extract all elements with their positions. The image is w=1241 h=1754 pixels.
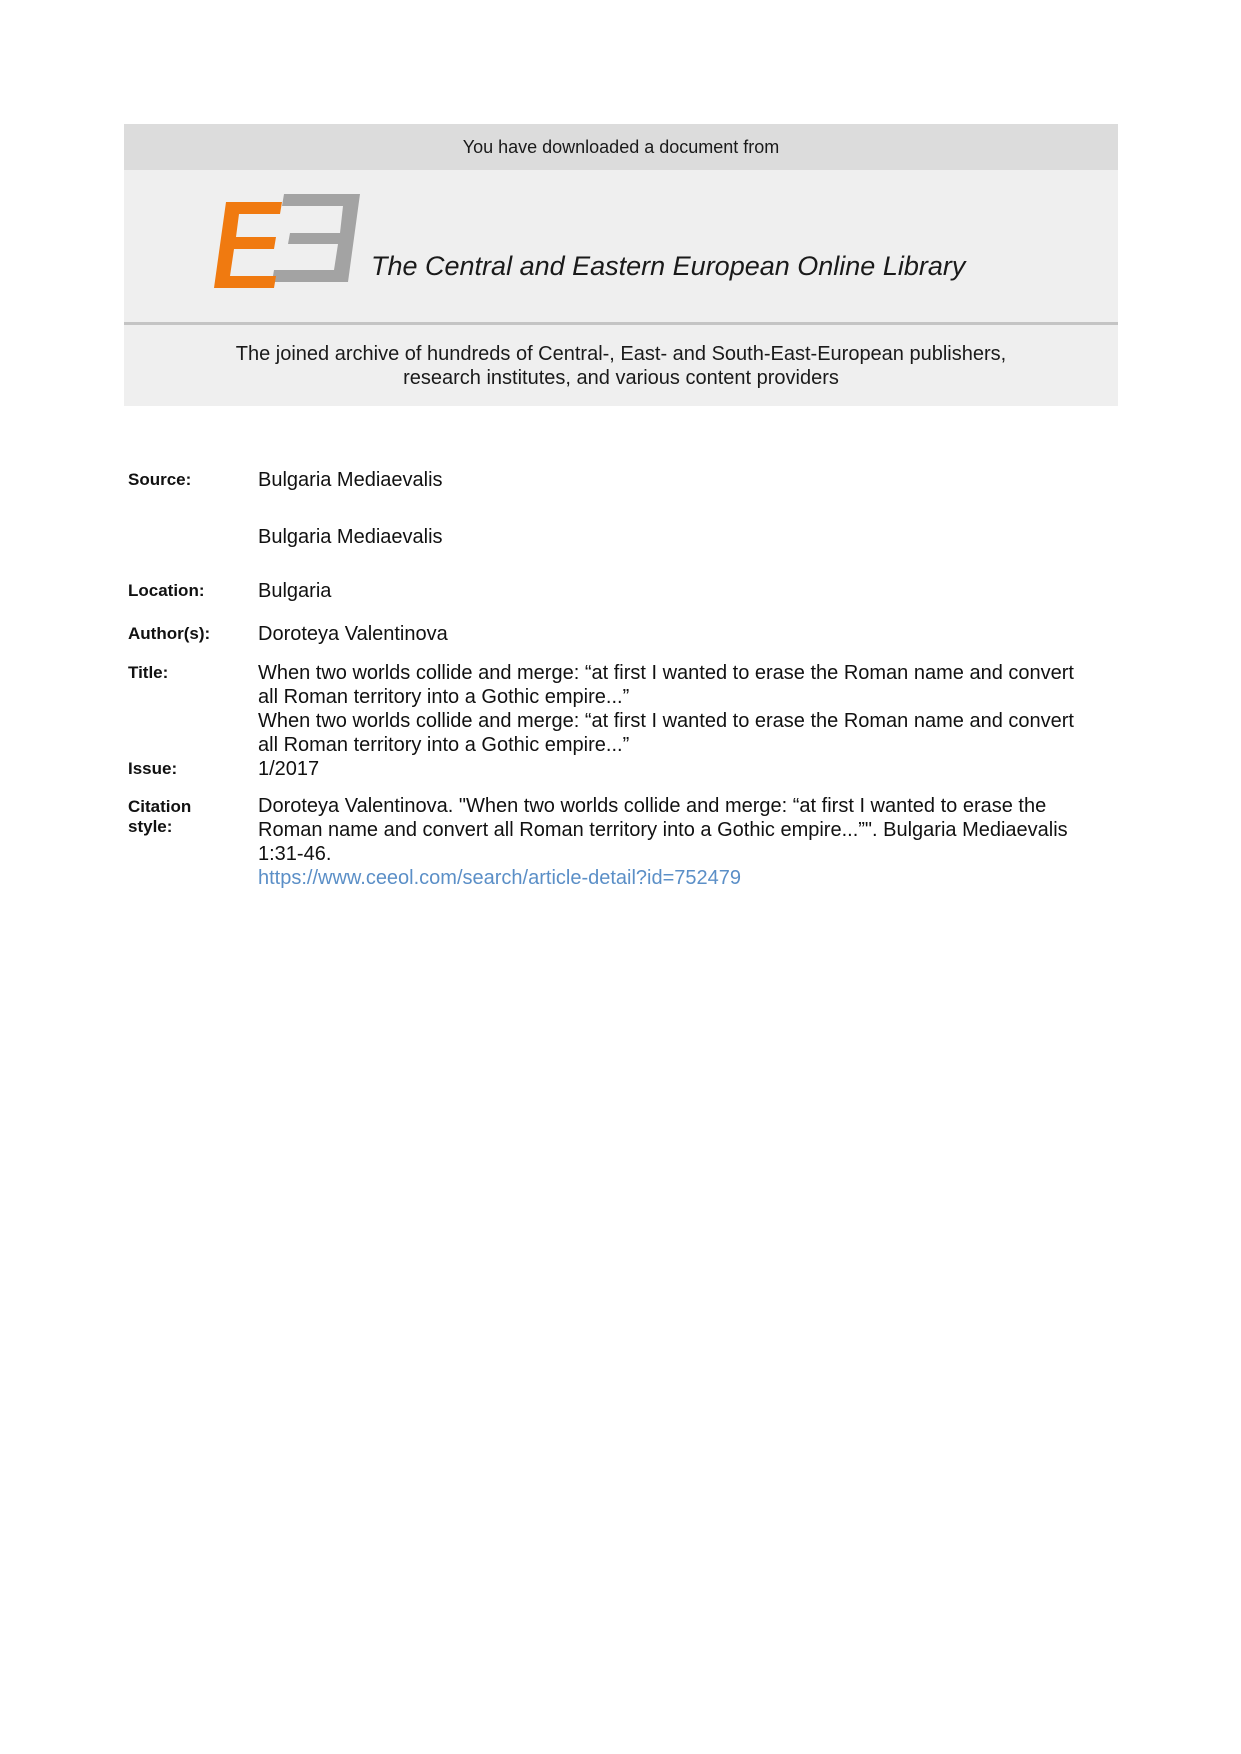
title-value xyxy=(258,661,1118,757)
banner-description-line: research institutes, and various content providers xyxy=(403,367,839,389)
logo-gray-shape xyxy=(272,194,360,282)
issue-label: Issue: xyxy=(128,759,178,778)
title-alt-line: all Roman territory into a Gothic empire...” xyxy=(258,734,630,756)
title-alt-line: When two worlds collide and merge: “at first I wanted to erase the Roman name and convert xyxy=(258,710,1074,732)
title-line: When two worlds collide and merge: “at first I wanted to erase the Roman name and convert xyxy=(258,662,1074,684)
banner-top-text: You have downloaded a document from xyxy=(124,124,1118,170)
ceeol-logo xyxy=(212,192,362,290)
library-tagline: The Central and Eastern European Online Library xyxy=(371,251,966,281)
logo-orange-shape xyxy=(214,202,282,288)
article-url-link[interactable]: https://www.ceeol.com/search/article-detail?id=752479 xyxy=(258,867,742,889)
banner-logo-area xyxy=(124,170,1118,322)
download-banner xyxy=(124,124,1118,406)
citation-line: Doroteya Valentinova. "When two worlds collide and merge: “at first I wanted to erase the xyxy=(258,795,1047,817)
citation-label-line: style: xyxy=(128,817,173,836)
authors-value: Doroteya Valentinova xyxy=(258,623,448,645)
citation-value xyxy=(258,794,1118,890)
location-label: Location: xyxy=(128,581,205,600)
source-label: Source: xyxy=(128,470,192,489)
citation-label-line: Citation xyxy=(128,797,192,816)
title-label: Title: xyxy=(128,663,169,682)
banner-description xyxy=(124,325,1118,406)
issue-value: 1/2017 xyxy=(258,758,320,780)
citation-label xyxy=(128,797,191,837)
title-line: all Roman territory into a Gothic empire...” xyxy=(258,686,630,708)
banner-description-line: The joined archive of hundreds of Central-, East- and South-East-European publishers, xyxy=(235,343,1007,365)
citation-line: 1:31-46. xyxy=(258,843,332,865)
authors-label: Author(s): xyxy=(128,624,211,643)
location-value: Bulgaria xyxy=(258,580,332,602)
source-alt-value: Bulgaria Mediaevalis xyxy=(258,526,443,548)
citation-line: Roman name and convert all Roman territory into a Gothic empire...”". Bulgaria Mediaevalis xyxy=(258,819,1068,841)
source-value: Bulgaria Mediaevalis xyxy=(258,469,443,491)
